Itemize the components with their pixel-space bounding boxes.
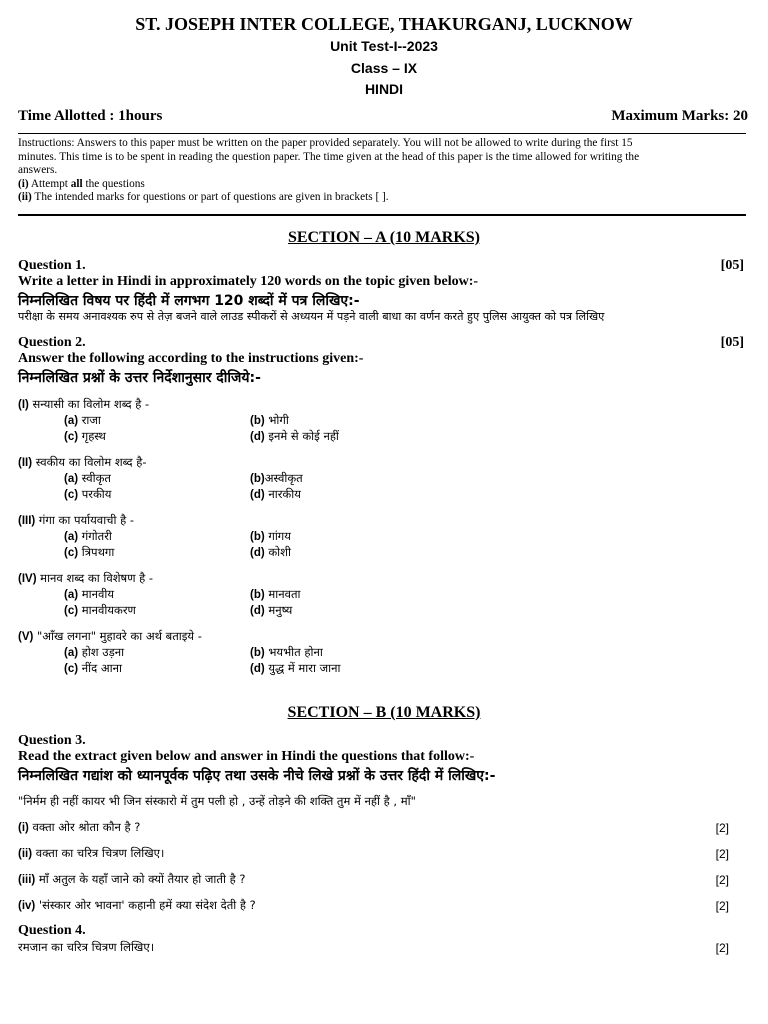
sub-question: (ii) वक्ता का चरित्र चित्रण लिखिए। [18,846,165,860]
question-4-label: Question 4. [18,923,86,938]
mcq-option: (d) नारकीय [250,487,301,501]
mcq-option: (b) भोगी [250,413,289,427]
section-a-title: SECTION – A (10 MARKS) [287,229,481,246]
question-4-marks: [2] [715,941,729,955]
question-3-hindi: निम्नलिखित गद्यांश को ध्यानपूर्वक पढ़िए तथा उसके नीचे लिखे प्रश्नों के उत्तर हिंदी में लिखिए:- [18,768,496,784]
mcq-option: (d) मनुष्य [250,603,293,617]
question-1-label: Question 1. [18,258,86,273]
class-label: Class – IX [350,60,418,76]
sub-question: (i) वक्ता ओर श्रोता कौन है ? [18,820,141,834]
mcq-option: (b) भयभीत होना [250,645,323,659]
instructions-block [18,137,748,205]
mcq-option: (a) मानवीय [64,587,114,601]
divider [18,214,746,216]
mcq-option: (a) होश उड़ना [64,645,125,659]
mcq-option: (b) गांगय [250,529,291,543]
mcq-question: (IV) मानव शब्द का विशेषण है - [18,571,154,585]
sub-question-marks: [2] [715,847,729,861]
sub-question: (iv) 'संस्कार ओर भावना' कहानी हमें क्या संदेश देती है ? [18,898,256,912]
question-4-text: रमजान का चरित्र चित्रण लिखिए। [18,940,155,954]
mcq-question: (I) सन्यासी का विलोम शब्द है - [18,397,150,411]
mcq-option: (d) कोशी [250,545,291,559]
question-2-hindi: निम्नलिखित प्रश्नों के उत्तर निर्देशानुसार दीजिये:- [18,370,261,386]
mcq-question: (V) "आँख लगना" मुहावरे का अर्थ बताइये - [18,629,202,643]
mcq-option: (a) राजा [64,413,101,427]
mcq-option: (b)अस्वीकृत [250,471,303,485]
question-2-english: Answer the following according to the instructions given:- [18,351,364,366]
question-2-label: Question 2. [18,335,86,350]
sub-question-marks: [2] [715,899,729,913]
section-b-title: SECTION – B (10 MARKS) [287,704,481,721]
mcq-option: (c) गृहस्थ [64,429,106,443]
question-3-english: Read the extract given below and answer in Hindi the questions that follow:- [18,749,475,764]
mcq-option: (c) नींद आना [64,661,122,675]
mcq-option: (b) मानवता [250,587,301,601]
sub-question-marks: [2] [715,873,729,887]
mcq-question: (II) स्वकीय का विलोम शब्द है- [18,455,147,469]
instructions-line: minutes. This time is to be spent in reading the question paper. The time given at the head of this paper is the time allowed for writing the [18,150,640,163]
mcq-option: (c) मानवीयकरण [64,603,136,617]
mcq-option: (d) इनमे से कोई नहीं [250,429,339,443]
mcq-option: (c) परकीय [64,487,112,501]
school-name: ST. JOSEPH INTER COLLEGE, THAKURGANJ, LUCKNOW [135,14,633,34]
divider [18,133,746,134]
instructions-line: answers. [18,164,58,177]
question-1-english: Write a letter in Hindi in approximately 120 words on the topic given below:- [18,274,479,289]
sub-question-marks: [2] [715,821,729,835]
instructions-line: Instructions: Answers to this paper must be written on the paper provided separately. You will not be allowed to write during the first 15 [18,137,633,149]
question-3-extract: "निर्मम ही नहीं कायर भी जिन संस्कारो में तुम पली हो , उन्हें तोड़ने की शक्ति तुम में नहीं है , माँ" [18,794,416,808]
mcq-option: (a) गंगोतरी [64,529,112,543]
question-3-label: Question 3. [18,733,86,748]
subject-label: HINDI [364,81,404,97]
mcq-option: (c) त्रिपथगा [64,545,115,559]
question-2-marks: [05] [720,335,744,350]
mcq-option: (d) युद्ध में मारा जाना [250,661,341,675]
question-1-marks: [05] [720,258,744,273]
instruction-item: (i) Attempt all the questions [18,177,145,190]
mcq-option: (a) स्वीकृत [64,471,111,485]
test-name: Unit Test-I--2023 [330,38,438,54]
question-1-hindi: निम्नलिखित विषय पर हिंदी में लगभग 120 शब्दों में पत्र लिखिए:- [18,293,360,309]
sub-question: (iii) माँ अतुल के यहाँ जाने को क्यों तैयार हो जाती है ? [18,872,246,886]
maximum-marks: Maximum Marks: 20 [611,108,748,124]
question-1-topic: परीक्षा के समय अनावश्यक रुप से तेज़ बजने वाले लाउड स्पीकरों से अध्ययन में पड़ने वाली बाधा का वर्णन करते हुए पुलिस आयुक्त को पत्र लिखिए [18,310,605,323]
instruction-item: (ii) The intended marks for questions or part of questions are given in brackets [ ]. [18,191,389,204]
mcq-question: (III) गंगा का पर्यायवाची है - [18,513,135,527]
time-allotted: Time Allotted : 1hours [18,108,163,124]
